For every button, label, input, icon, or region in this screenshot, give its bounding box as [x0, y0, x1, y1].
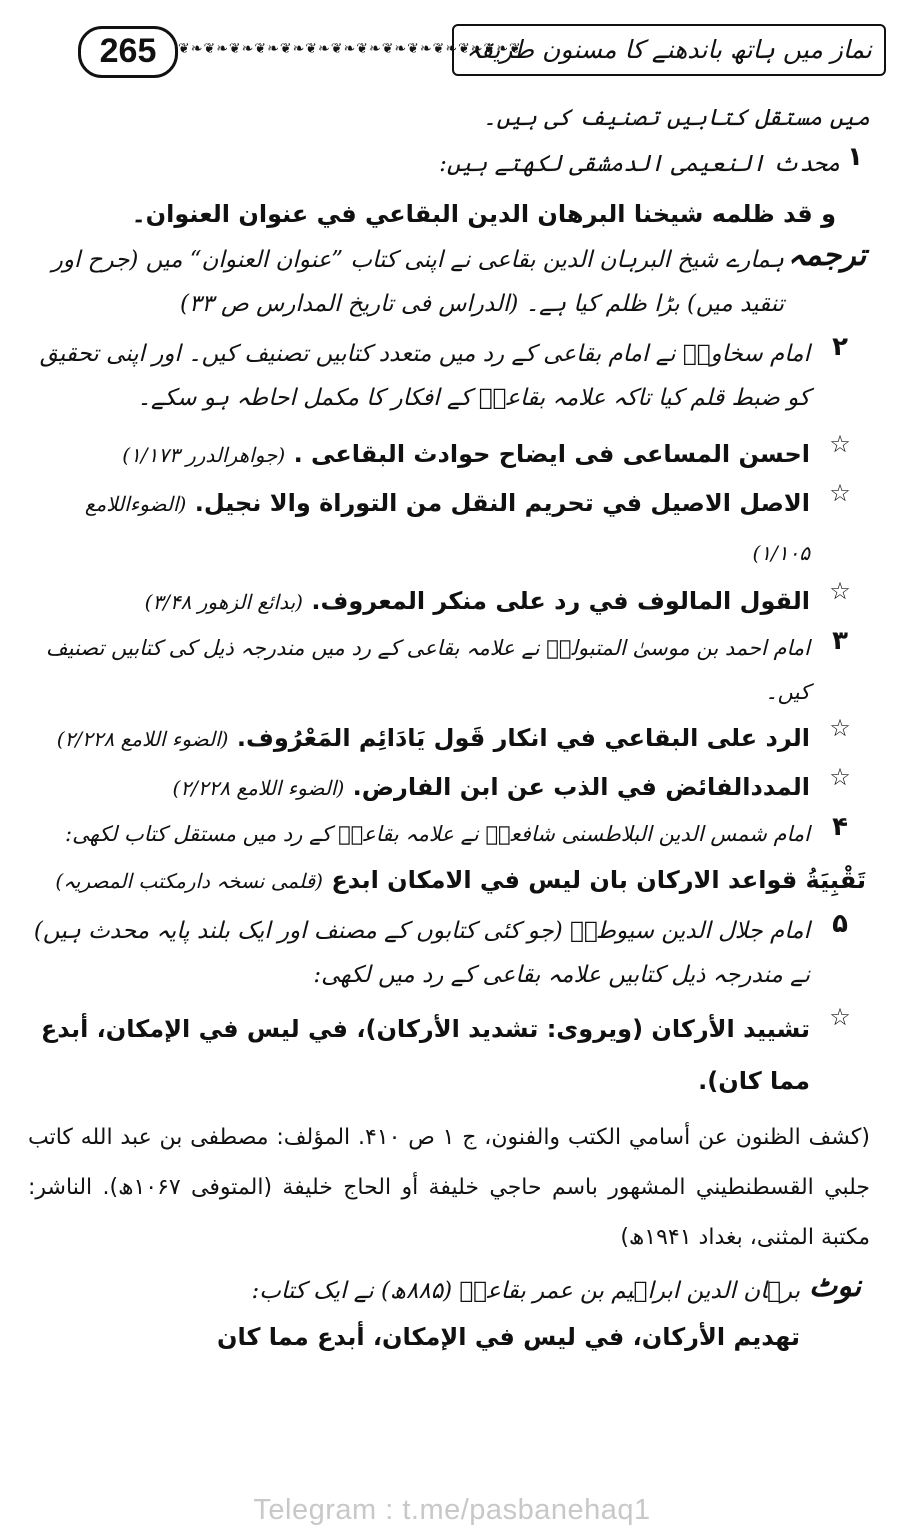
- book-title-5: المددالفائض في الذب عن ابن الفارض.: [352, 773, 810, 801]
- item-3: [28, 626, 870, 714]
- book-title-2: الاصل الاصيل في تحريم النقل من التوراة والا نجيل.: [194, 489, 810, 517]
- book-entry-4: [28, 714, 870, 763]
- star-icon: ☆: [829, 430, 851, 458]
- header-ornament: ❦❧❦❧❦❧❦❧❦❧❦❧❦❧❦❧❦❧❦❧❦❧❦❧❦❧❦: [178, 41, 522, 57]
- note-block: [28, 1269, 870, 1313]
- book-title-3: القول المالوف في رد على منكر المعروف.: [311, 587, 810, 615]
- book-ref-2: (الضوءاللامع ۱/۱۰۵): [84, 492, 810, 565]
- item-4: [28, 812, 870, 856]
- item-2-text: امام سخاویؒ نے امام بقاعی کے رد میں متعدد کتابیں تصنیف کیں۔ اور اپنی تحقیق کو ضبط قلم کیا تاکہ علامہ بقاعیؒ کے افکار کا مکمل احاطہ ہو سکے۔: [39, 341, 810, 411]
- page-body: [28, 96, 870, 1361]
- item-5: [28, 909, 870, 997]
- star-icon: ☆: [829, 1003, 851, 1031]
- note-text: برہان الدین ابراہیم بن عمر بقاعیؒ (۸۸۵ھ) نے ایک کتاب:: [251, 1278, 800, 1304]
- star-icon: ☆: [829, 479, 851, 507]
- item-2: [28, 332, 870, 420]
- item-marker-1: ۱: [847, 142, 863, 172]
- book-entry-2: [28, 479, 870, 577]
- star-icon: ☆: [829, 714, 851, 742]
- translation-text: ہمارے شیخ البرہان الدین بقاعی نے اپنی کتاب ”عنوان العنوان“ میں (جرح اور تنقید میں) بڑا ظلم کیا ہے۔ (الدراس فی تاریخ المدارس ص ۳۳): [51, 247, 784, 317]
- intro-text: میں مستقل کتابیں تصنیف کی ہیں۔: [483, 105, 870, 131]
- book-entry-6: [28, 856, 870, 905]
- item-marker-2: ۲: [832, 332, 848, 362]
- telegram-watermark: Telegram : t.me/pasbanehaq1: [253, 1494, 651, 1526]
- page-number: 265: [78, 26, 178, 78]
- item-3-text: امام احمد بن موسیٰ المتبولیؒ نے علامہ بقاعی کے رد میں مندرجہ ذیل کی کتابیں تصنیف کیں۔: [45, 636, 810, 704]
- book-title-6: تَقْبِيَةُ قواعد الاركان بان ليس في الامكان ابدع: [331, 866, 866, 894]
- book-ref-1: (جواھرالدرر ۱/۱۷۳): [122, 443, 286, 467]
- book-entry-7: [28, 1003, 870, 1107]
- book-entry-8: [28, 1313, 870, 1361]
- book-entry-3: [28, 577, 870, 626]
- item-marker-5: ۵: [832, 909, 848, 939]
- book-ref-6: (قلمی نسخہ دارمکتب المصریہ): [55, 869, 323, 893]
- arabic-quote-1: [28, 190, 870, 238]
- item-1-text: محدث النعیمی الدمشقی لکھتے ہیں:: [439, 151, 840, 177]
- book-title-1: احسن المساعی فی ایضاح حوادث البقاعی .: [293, 440, 810, 468]
- arabic-quote-text: و قد ظلمه شيخنا البرهان الدين البقاعي في عنوان العنوان۔: [131, 200, 836, 228]
- book-title-8: تهديم الأركان، في ليس في الإمكان، أبدع مما كان: [216, 1323, 800, 1351]
- note-marker: نوٹ: [808, 1269, 862, 1304]
- citation-paragraph: [28, 1113, 870, 1263]
- citation-text: (كشف الظنون عن أسامي الكتب والفنون، ج ۱ ص ۴۱۰. المؤلف: مصطفى بن عبد الله كاتب جلبي القسطنطيني المشهور باسم حاجي خليفة أو الحاج خليفة (المتوفى ۱۰۶۷ھ). الناشر: مكتبة المثنى، بغداد ۱۹۴۱ھ): [28, 1125, 870, 1250]
- book-ref-5: (الضوء اللامع ۲/۲۲۸): [172, 776, 345, 800]
- page-title: نماز میں ہاتھ باندھنے کا مسنون طریقہ: [452, 24, 886, 76]
- book-title-4: الرد على البقاعي في انكار قَول يَادَائِم المَعْرُوف.: [236, 724, 810, 752]
- book-title-7: تشييد الأركان (ويروى: تشديد الأركان)، في ليس في الإمكان، أبدع مما كان).: [40, 1015, 810, 1095]
- item-marker-3: ۳: [832, 626, 848, 656]
- star-icon: ☆: [829, 763, 851, 791]
- book-entry-5: [28, 763, 870, 812]
- star-icon: ☆: [829, 577, 851, 605]
- item-4-text: امام شمس الدین البلاطسنی شافعیؒ نے علامہ بقاعیؒ کے رد میں مستقل کتاب لکھی:: [65, 822, 810, 846]
- item-1: [28, 142, 870, 186]
- item-5-text: امام جلال الدین سیوطیؒ (جو کئی کتابوں کے مصنف اور ایک بلند پایہ محدث ہیں) نے مندرجہ ذیل کتابیں علامہ بقاعی کے رد میں لکھی:: [33, 918, 810, 988]
- book-ref-4: (الضوء اللامع ۲/۲۲۸): [56, 727, 229, 751]
- line-1: [28, 96, 870, 140]
- item-marker-4: ۴: [832, 812, 848, 842]
- page-header: [18, 18, 886, 82]
- translation-marker: ترجمہ: [787, 238, 867, 273]
- translation-block: [28, 238, 870, 326]
- book-entry-1: [28, 430, 870, 479]
- book-ref-3: (بدائع الزهور ۳/۴۸): [144, 590, 303, 614]
